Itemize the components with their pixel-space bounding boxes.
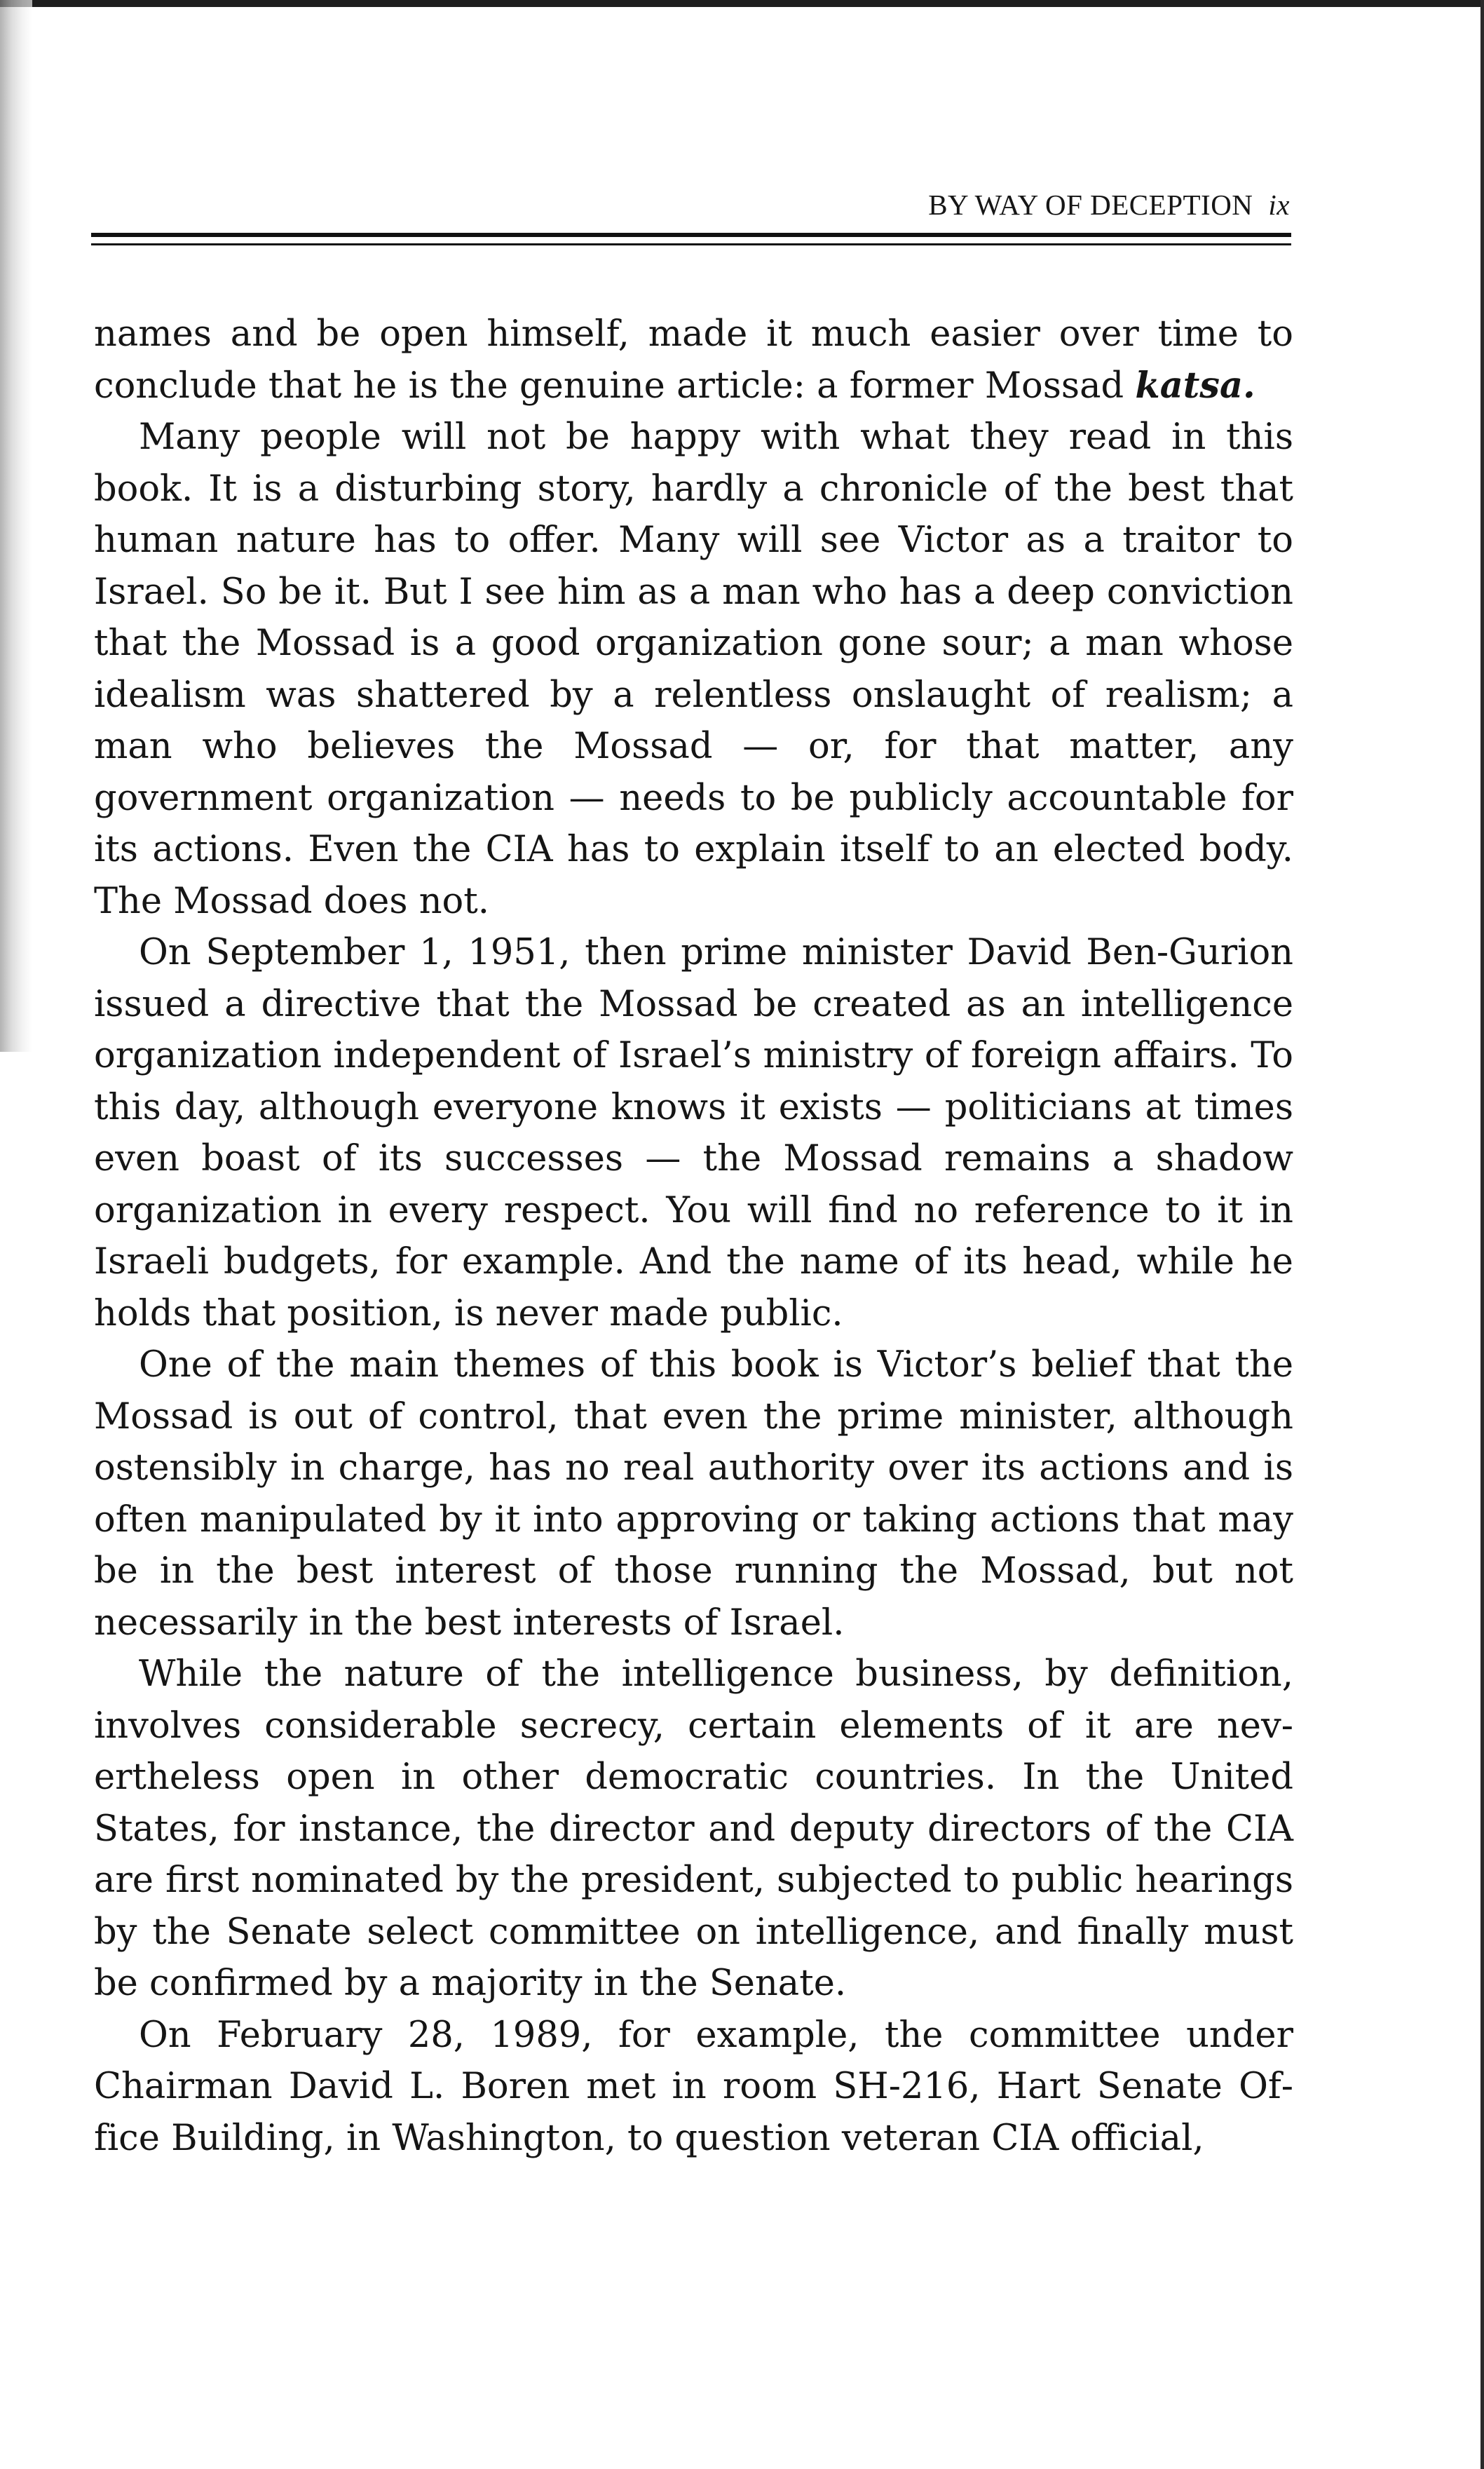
paragraph-3: On September 1, 1951, then prime minister David Ben-Gurion issued a directive that the Mossad be created as an intelligence organization independent of Israel’s ministry of foreign affairs. To this day, although everyone knows it exists — politicians at times even boast of its successes — the Mossad remains a shadow organization in every respect. You will find no reference to it in Israeli budgets, for example. And the name of its head, while he holds that position, is never made public.	[94, 932, 1293, 1334]
scan-binding-shadow	[0, 0, 32, 1052]
paragraph-4: One of the main themes of this book is Victor’s belief that the Mossad is out of control, that even the prime minister, although ostensibly in charge, has no real authority over its actions and is often manipulated by it into approving or taking actions that may be in the best interest of those running the Mossad, but not necessarily in the best interests of Israel.	[94, 1344, 1293, 1644]
running-title: BY WAY OF DECEPTION	[928, 189, 1253, 221]
body-text	[94, 309, 1293, 2164]
header-rule-thin	[91, 243, 1291, 245]
header-rule-thick	[91, 233, 1291, 237]
paragraph-1-text: names and be open himself, made it much easier over time to conclude that he is the genuine article: a former Mossad	[94, 313, 1293, 407]
page-number: ix	[1268, 189, 1290, 221]
paragraph-6: On February 28, 1989, for example, the committee under Chairman David L. Boren met in room SH-216, Hart Senate Office Building, in Washington, to question veteran CIA official,	[94, 2014, 1293, 2159]
paragraph-1	[94, 309, 1293, 412]
top-edge-rule	[0, 0, 1484, 7]
paragraph-2: Many people will not be happy with what they read in this book. It is a disturbing story, hardly a chronicle of the best that human nature has to offer. Many will see Victor as a traitor to Israel. So be it. But I see him as a man who has a deep conviction that the Mossad is a good organization gone sour; a man whose idealism was shattered by a relentless onslaught of realism; a man who believes the Mossad — or, for that matter, any government organization — needs to be publicly accountable for its actions. Even the CIA has to explain itself to an elected body. The Mossad does not.	[94, 417, 1293, 922]
scan-right-edge	[1480, 0, 1484, 2469]
paragraph-5: While the nature of the intelligence business, by definition, involves considerable secrecy, certain elements of it are nevertheless open in other democratic countries. In the United States, for instance, the director and deputy directors of the CIA are first nominated by the president, subjected to public hearings by the Senate select committee on intelligence, and finally must be confirmed by a majority in the Senate.	[94, 1653, 1293, 2004]
italic-term-katsa: katsa.	[1135, 364, 1255, 407]
running-head	[834, 188, 1290, 222]
